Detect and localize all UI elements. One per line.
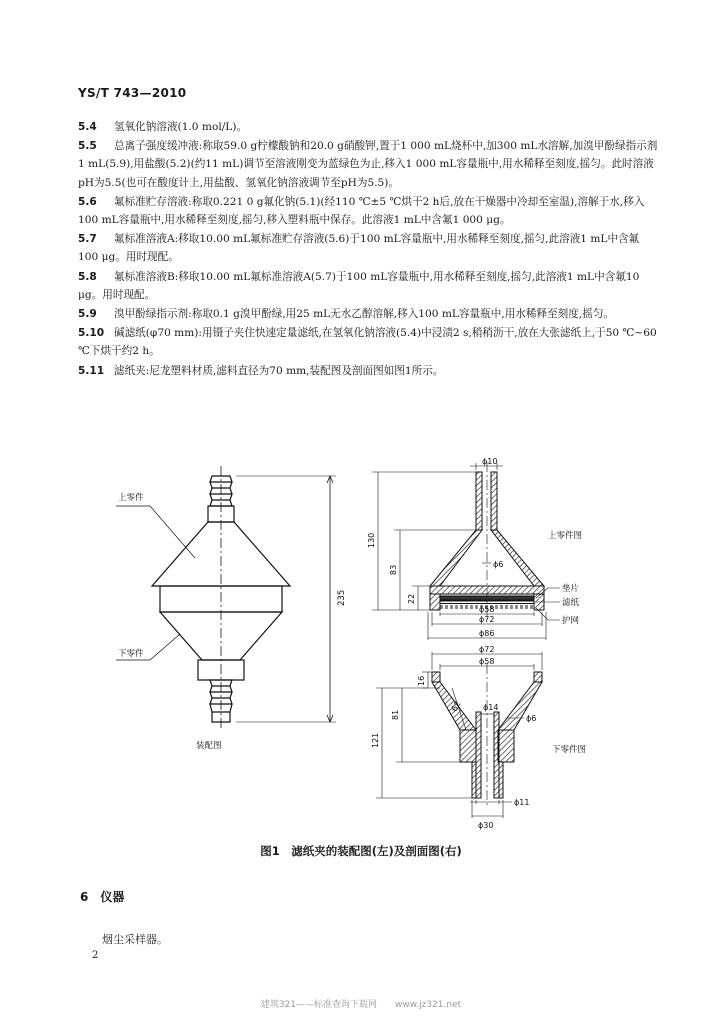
clause-text: 滤纸夹:尼龙塑料材质,滤料直径为70 mm,装配图及剖面图如图1所示。 (114, 364, 444, 377)
clause-list (78, 118, 658, 381)
label-lower-part-view: 下零件图 (552, 745, 587, 755)
dim-phi14: ϕ14 (483, 703, 499, 712)
footer-watermark: 建筑321——标准查询下载网 www.jz321.net (260, 1000, 462, 1010)
clause-text: 氢氧化钠溶液(1.0 mol/L)。 (114, 121, 248, 133)
clause-number: 5.6 (78, 195, 97, 208)
dim-62: 62 (449, 699, 463, 713)
label-mesh: 护网 (562, 616, 580, 626)
dim-121: 121 (371, 732, 380, 748)
dim-81: 81 (391, 709, 400, 720)
label-lower-part: 下零件 (118, 649, 144, 659)
clause (78, 324, 658, 360)
figure-caption: 图1 滤纸夹的装配图(左)及剖面图(右) (260, 844, 462, 858)
clause (78, 268, 658, 304)
dim-130: 130 (367, 532, 376, 548)
section-number: 6 (80, 890, 89, 904)
label-assembly: 装配图 (196, 741, 222, 751)
dim-total-height: 235 (337, 589, 347, 606)
clause-number: 5.11 (78, 364, 105, 377)
standard-number: YS/T 743—2010 (78, 86, 187, 100)
dim-phi11: ϕ11 (514, 798, 530, 807)
dim-22: 22 (407, 593, 416, 604)
clause-number: 5.7 (78, 233, 97, 246)
label-upper-part-view: 上零件图 (548, 531, 583, 541)
label-gasket: 垫片 (562, 584, 580, 594)
assembly-drawing (116, 466, 336, 730)
clause-number: 5.5 (78, 140, 97, 153)
clause (78, 230, 658, 266)
dim-phi58-top: ϕ58 (479, 605, 495, 614)
clause (78, 193, 658, 229)
instrument-text: 烟尘采样器。 (102, 933, 168, 946)
dim-phi86: ϕ86 (479, 629, 495, 638)
dim-phi72-bottom: ϕ72 (479, 645, 495, 654)
upper-part-section (430, 462, 544, 620)
label-upper-part: 上零件 (118, 493, 144, 503)
lower-part-dimensions (376, 652, 542, 818)
clause-number: 5.4 (78, 121, 97, 133)
clause-number: 5.8 (78, 270, 97, 283)
dim-phi30: ϕ30 (478, 821, 494, 830)
dim-83: 83 (389, 564, 398, 575)
clause-text: 氟标准溶液A:移取10.00 mL氟标准贮存溶液(5.6)于100 mL容量瓶中,用水稀释至刻度,摇匀,此溶液1 mL中含氟100 μg。用时现配。 (78, 233, 640, 264)
clause-number: 5.10 (78, 327, 105, 340)
clause-text: 总离子强度缓冲液:称取59.0 g柠檬酸钠和20.0 g硝酸钾,置于1 000 mL烧杯中,加300 mL水溶解,加溴甲酚绿指示剂1 mL(5.9),用盐酸(5.2)(约11 mL)调节至溶液刚变为蓝绿色为止,移入1 000 mL容量瓶中,用水稀释至刻度,摇匀。此时溶液pH为5.5(也可在酸度计上,用盐酸、氢氧化钠溶液调节至pH为5.5)。 (78, 140, 658, 189)
figure-1-drawing (0, 448, 722, 840)
lower-part-section (432, 664, 542, 806)
label-filter-paper: 滤纸 (562, 598, 580, 608)
clause (78, 362, 658, 380)
dim-phi72-top: ϕ72 (479, 615, 495, 624)
dim-phi6-top: ϕ6 (493, 560, 504, 569)
section-title: 仪器 (100, 890, 125, 904)
clause (78, 118, 658, 136)
clause (78, 137, 658, 192)
clause-text: 氟标准贮存溶液:称取0.221 0 g氟化钠(5.1)(经110 ℃±5 ℃烘干2 h后,放在干燥器中冷却至室温),溶解于水,移入100 mL容量瓶中,用水稀释至刻度,摇匀,移入塑料瓶中保存。此溶液1 mL中含氟1 000 μg。 (78, 195, 645, 227)
dim-16: 16 (417, 675, 426, 686)
clause (78, 305, 658, 323)
section-heading (80, 888, 124, 905)
dim-phi6-bottom: ϕ6 (526, 714, 537, 723)
page-number: 2 (92, 950, 99, 961)
clause-text: 碱滤纸(φ70 mm):用镊子夹住快速定量滤纸,在氢氧化钠溶液(5.4)中浸渍2 s,稍稍沥干,放在大张滤纸上,于50 ℃~60 ℃下烘干约2 h。 (78, 327, 657, 358)
dim-phi58-bottom: ϕ58 (479, 657, 495, 666)
clause-text: 氟标准溶液B:移取10.00 mL氟标准溶液A(5.7)于100 mL容量瓶中,用水稀释至刻度,摇匀,此溶液1 mL中含氟10 μg。用时现配。 (78, 270, 640, 301)
clause-number: 5.9 (78, 308, 97, 321)
clause-text: 溴甲酚绿指示剂:称取0.1 g溴甲酚绿,用25 mL无水乙醇溶解,移入100 mL容量瓶中,用水稀释至刻度,摇匀。 (114, 308, 615, 321)
dim-phi10: ϕ10 (482, 457, 498, 466)
